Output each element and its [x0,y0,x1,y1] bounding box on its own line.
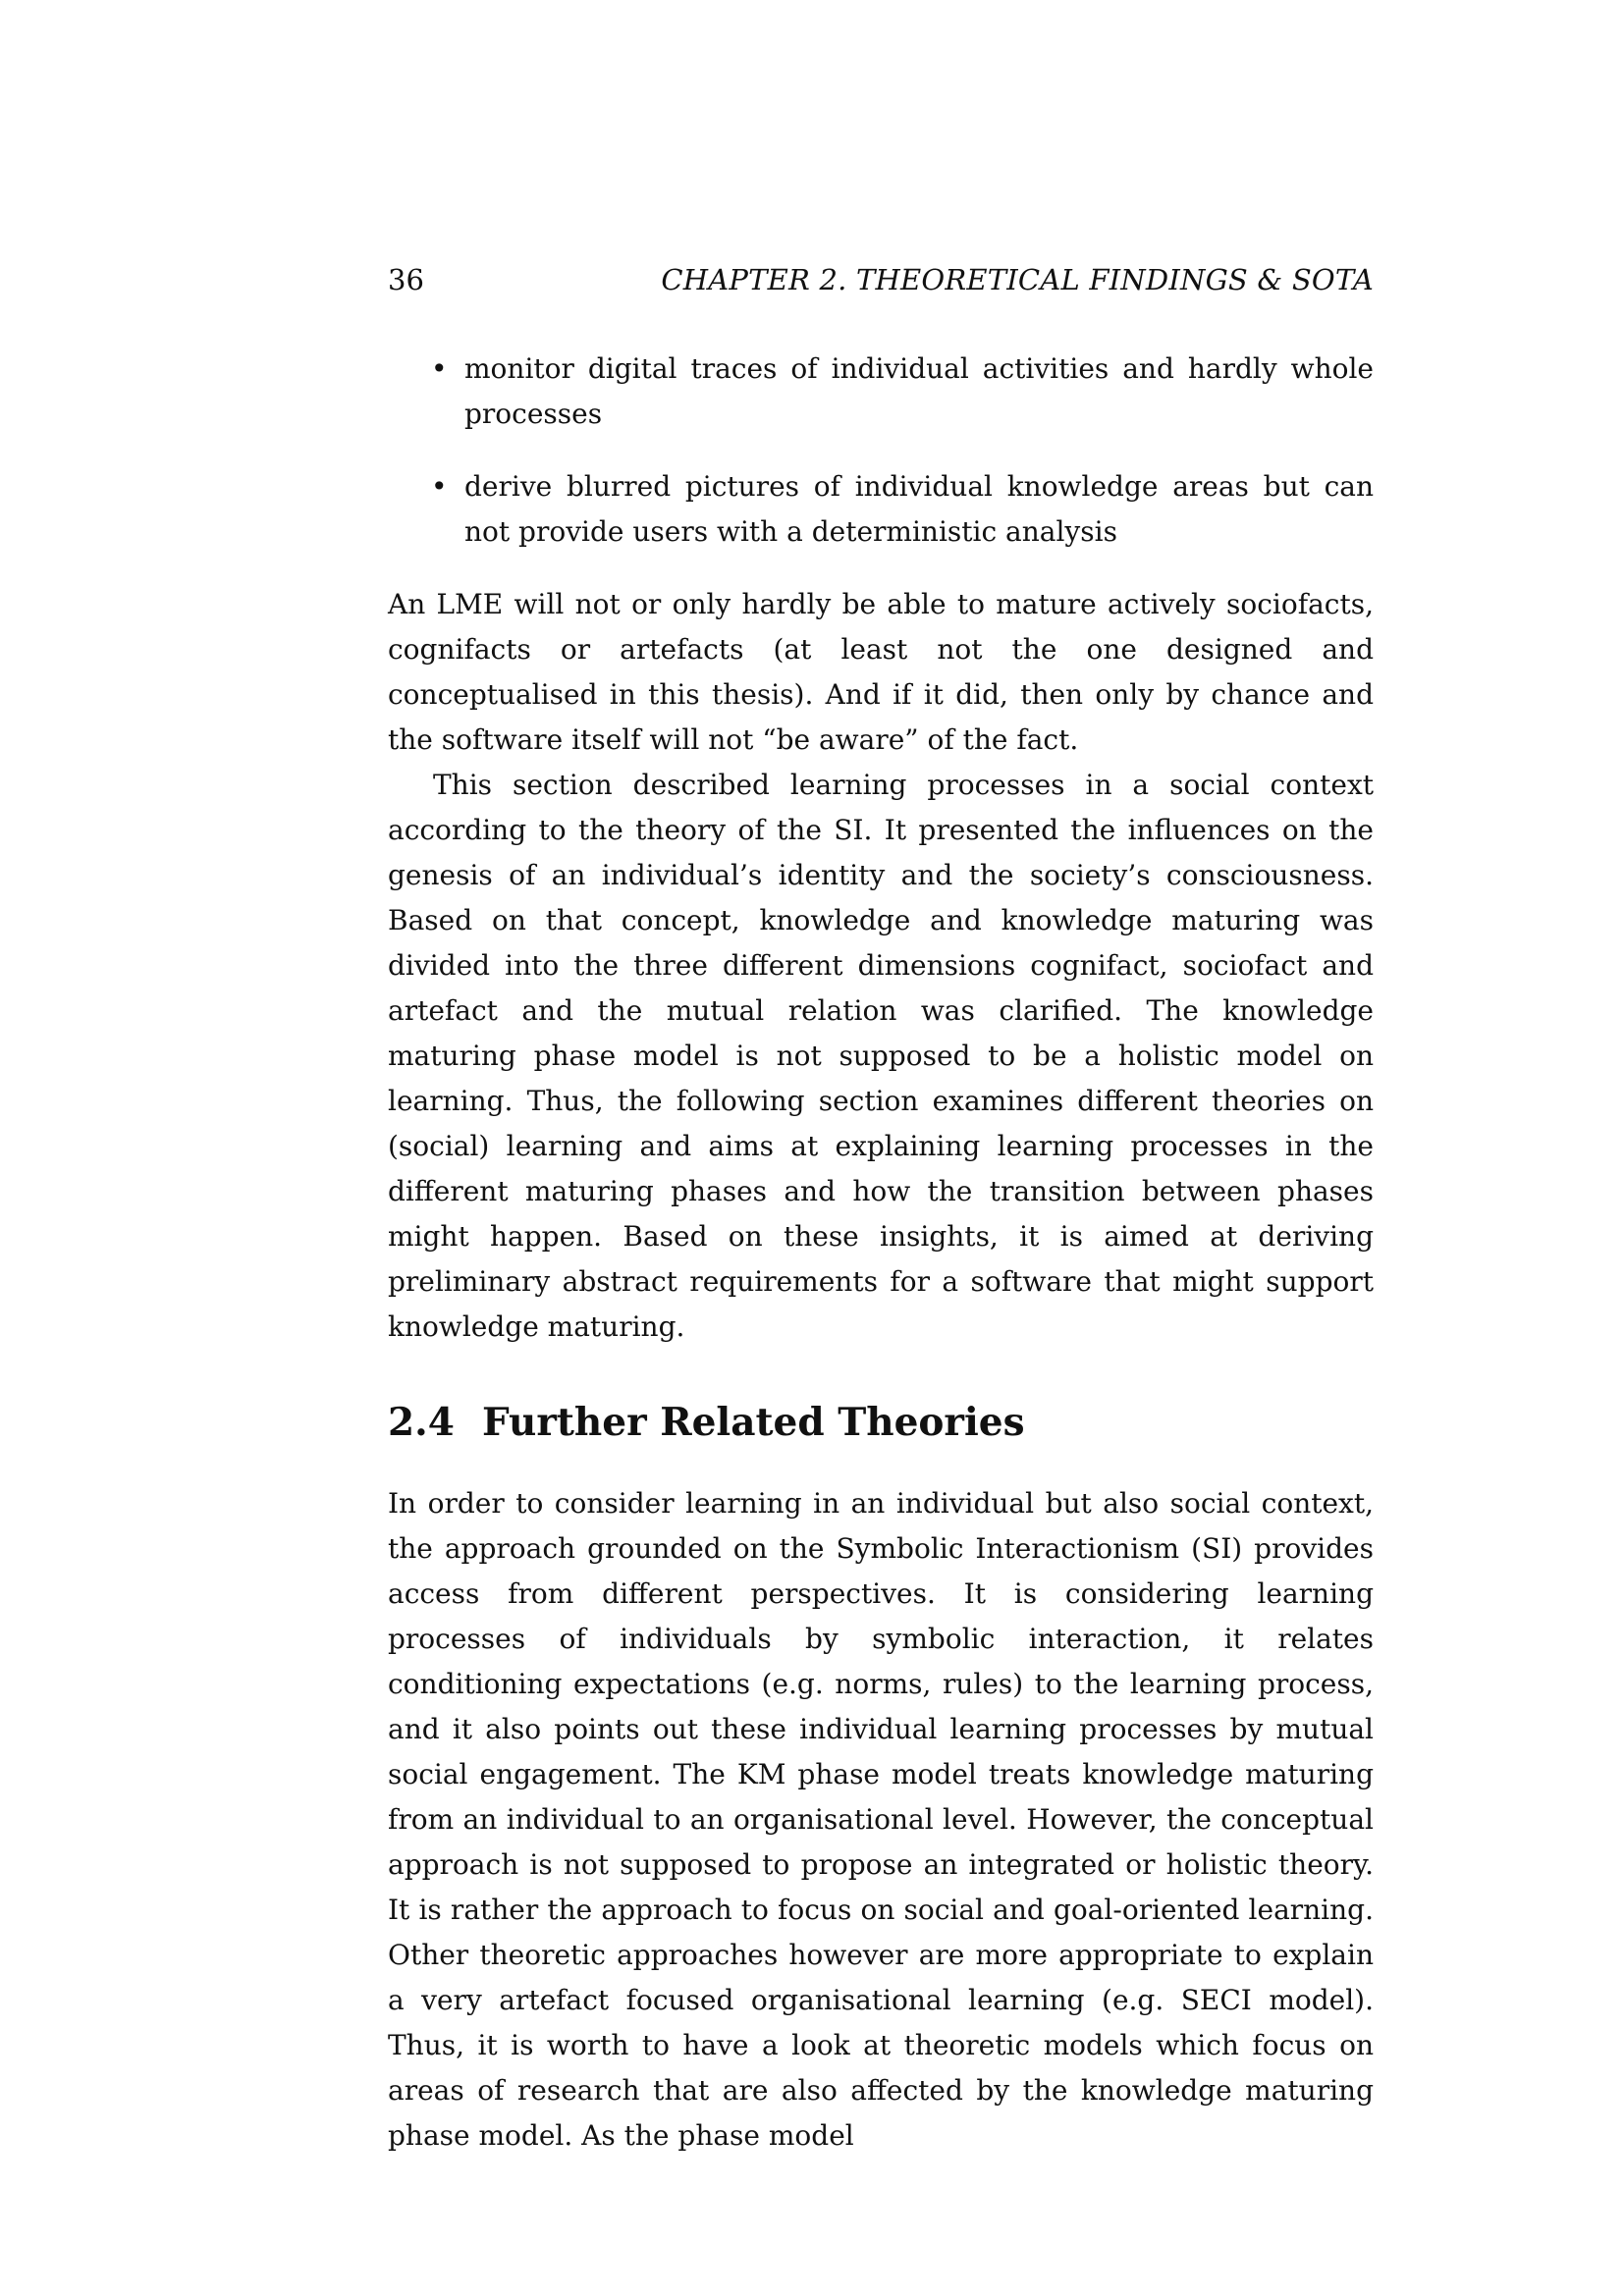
bullet-list [388,347,1374,555]
document-page [388,250,1374,2159]
running-header [388,250,1374,309]
bullet-icon: • [431,470,448,503]
section-heading [388,1395,1374,1450]
running-chapter-title: CHAPTER 2. THEORETICAL FINDINGS & SOTA [661,263,1374,296]
list-item [388,347,1374,437]
paragraph-section-summary: This section described learning processes in a social context according to the theory of the SI. It presented the influences on the genesis of an individual’s identity and the society’s consciousness. Based on that concept, knowledge and knowledge maturing was divided into the three different dimensions cognifact, sociofact and artefact and the mutual relation was clarified. The knowledge maturing phase model is not supposed to be a holistic model on learning. Thus, the following section examines different theories on (social) learning and aims at explaining learning processes in the different maturing phases and how the transition between phases might happen. Based on these insights, it is aimed at deriving preliminary abstract requirements for a software that might support knowledge maturing. [388,769,1374,1343]
paragraph-related-theories: In order to consider learning in an individual but also social context, the approach grounded on the Symbolic Interactionism (SI) provides access from different perspectives. It is considering learning processes of individuals by symbolic interaction, it relates conditioning expectations (e.g. norms, rules) to the learning process, and it also points out these individual learning processes by mutual social engagement. The KM phase model treats knowledge maturing from an individual to an organisational level. However, the conceptual approach is not supposed to propose an integrated or holistic theory. It is rather the approach to focus on social and goal-oriented learning. Other theoretic approaches however are more appropriate to explain a very artefact focused organisational learning (e.g. SECI model). Thus, it is worth to have a look at theoretic models which focus on areas of research that are also affected by the knowledge maturing phase model. As the phase model [388,1487,1374,2152]
list-item [388,464,1374,555]
list-item-text: monitor digital traces of individual activities and hardly whole processes [464,352,1374,430]
section-number: 2.4 [388,1400,455,1445]
section-title: Further Related Theories [482,1400,1025,1445]
bullet-icon: • [431,352,448,385]
paragraph-lme-limitations: An LME will not or only hardly be able to mature actively sociofacts, cognifacts or artefacts (at least not the one designed and conceptualised in this thesis). And if it did, then only by chance and the software itself will not “be aware” of the fact. [388,588,1374,756]
list-item-text: derive blurred pictures of individual knowledge areas but can not provide users with a deterministic analysis [464,470,1374,548]
page-number: 36 [388,263,424,296]
